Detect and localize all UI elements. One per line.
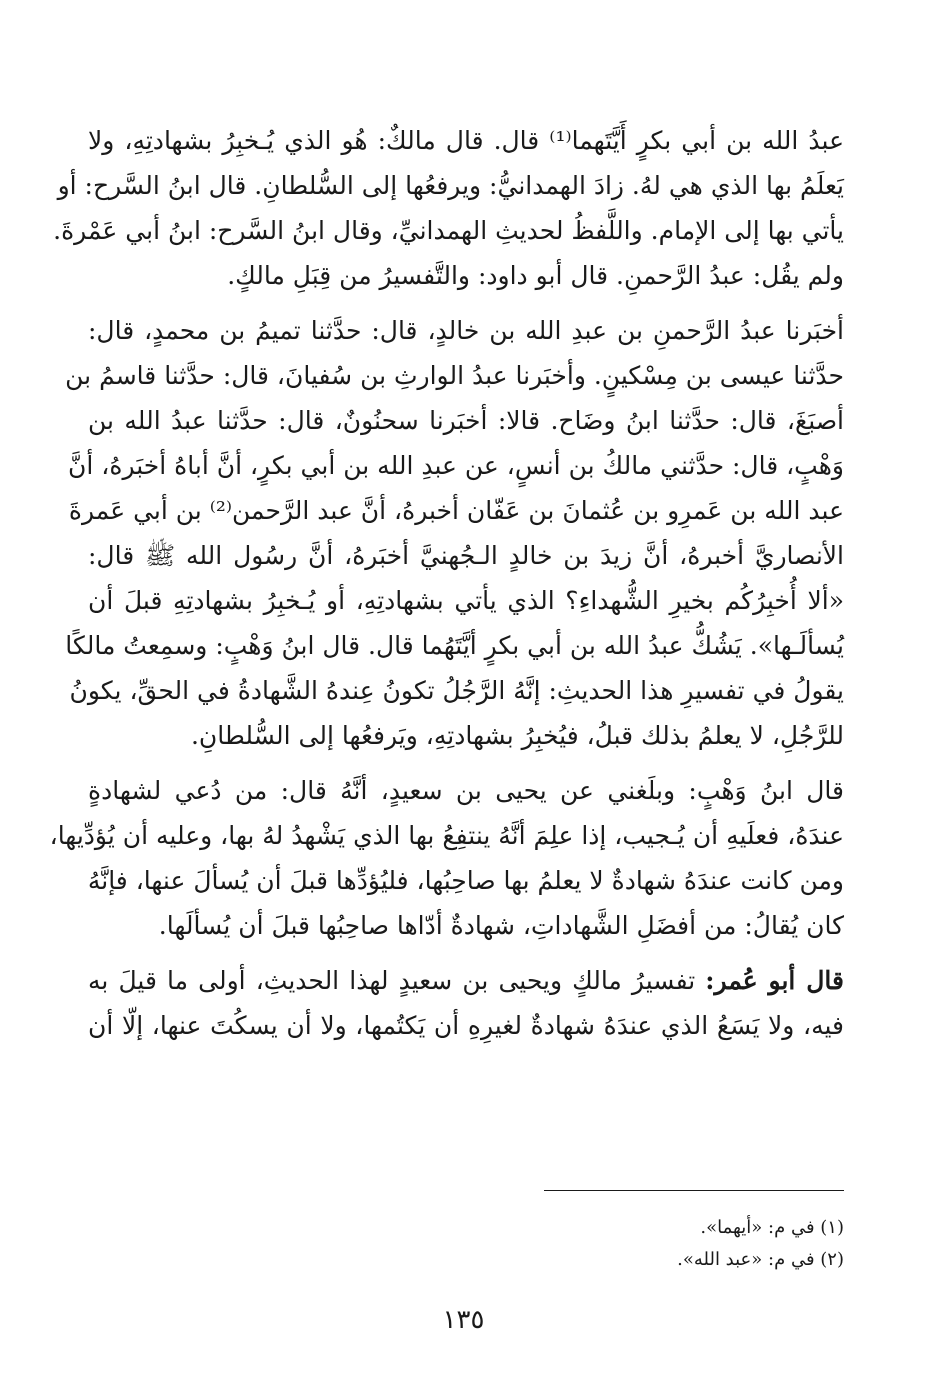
paragraph-4	[88, 958, 844, 1048]
footnote-2: (٢) في م: «عبد الله».	[677, 1249, 844, 1270]
main-text	[49, 118, 844, 1058]
paragraph-3	[49, 768, 844, 948]
text-line: «ألا أُخبِرُكُم بخيرِ الشُّهداءِ؟ الذي يأتي بشهادتِهِ، أو يُـخبِرُ بشهادتِهِ قبلَ أن	[88, 586, 844, 615]
paragraph-1	[53, 118, 844, 298]
text-line-rest: تفسيرُ مالكٍ ويحيى بن سعيدٍ لهذا الحديثِ، أولى ما قيلَ به	[88, 966, 706, 995]
page-number: ١٣٥	[442, 1305, 485, 1335]
footnote-1: (١) في م: «أيهما».	[700, 1217, 844, 1238]
footnotes	[677, 1212, 844, 1276]
paragraph-2	[65, 308, 844, 758]
footnote-separator	[544, 1190, 844, 1191]
text-line: الأنصاريَّ أخبرهُ، أنَّ زيدَ بن خالدٍ الـجُهنيَّ أخبَرهُ، أنَّ رسُول الله ﷺ قال:	[88, 541, 844, 570]
text-line: عبدُ الله بن أبي بكرٍ أَيَّتَهما⁽¹⁾ قال. قال مالكٌ: هُو الذي يُـخبِرُ بشهادتِهِ، ولا	[88, 126, 844, 155]
text-line: أصبَغَ، قال: حدَّثنا ابنُ وضَاح. قالا: أخبَرنا سحنُونٌ، قال: حدَّثنا عبدُ الله بن	[88, 406, 844, 435]
text-line: عندَهُ، فعلَيهِ أن يُـجيب، إذا علِمَ أنَّهُ ينتفِعُ بها الذي يَشْهدُ لهُ بها، وعليه أن يُؤدِّيها،	[49, 821, 844, 850]
text-line: يَعلَمُ بها الذي هي لهُ. زادَ الهمدانيُّ: ويرفعُها إلى السُّلطانِ. قال ابنُ السَّرح: أو	[57, 171, 844, 200]
text-line: أخبَرنا عبدُ الرَّحمنِ بن عبدِ الله بن خالدٍ، قال: حدَّثنا تميمُ بن محمدٍ، قال:	[88, 316, 844, 345]
text-line: عبد الله بن عَمرِو بن عُثمانَ بن عَفّان أخبرهُ، أنَّ عبد الرَّحمن⁽²⁾ بن أبي عَمرةَ	[68, 496, 844, 525]
text-line: حدَّثنا عيسى بن مِسْكينٍ. وأخبَرنا عبدُ الوارثِ بن سُفيانَ، قال: حدَّثنا قاسمُ بن	[65, 361, 844, 390]
text-line: يأتي بها إلى الإمام. واللَّفظُ لحديثِ الهمدانيِّ، وقال ابنُ السَّرح: ابنُ أبي عَمْرةَ.	[53, 216, 844, 245]
text-line: قال ابنُ وَهْبٍ: وبلَغني عن يحيى بن سعيدٍ، أنَّهُ قال: من دُعي لشهادةٍ	[88, 776, 844, 805]
text-line: فيه، ولا يَسَعُ الذي عندَهُ شهادةٌ لغيرِهِ أن يَكتُمها، ولا أن يسكُتَ عنها، إلّا أن	[88, 1011, 844, 1040]
text-line: للرَّجُلِ، لا يعلمُ بذلك قبلُ، فيُخبِرُ بشهادتِهِ، ويَرفعُها إلى السُّلطانِ.	[190, 721, 844, 750]
text-line: يقولُ في تفسيرِ هذا الحديثِ: إنَّهُ الرَّجُلُ تكونُ عِندهُ الشَّهادةُ في الحقِّ، يكونُ	[69, 676, 844, 705]
text-line: وَهْبٍ، قال: حدَّثني مالكُ بن أنسٍ، عن عبدِ الله بن أبي بكرٍ، أنَّ أباهُ أخبَرهُ، أنَّ	[68, 451, 844, 480]
text-line: ولم يقُل: عبدُ الرَّحمنِ. قال أبو داود: والتَّفسيرُ من قِبَلِ مالكٍ.	[227, 261, 844, 290]
text-line: يُسألَـها». يَشُكُّ عبدُ الله بن أبي بكرٍ أيَّتَهُما قال. قال ابنُ وَهْبٍ: وسمِعتُ مالكًا	[65, 631, 844, 660]
text-line: ومن كانت عندَهُ شهادةٌ لا يعلمُ بها صاحِبُها، فليُؤدِّها قبلَ أن يُسألَ عنها، فإنَّهُ	[87, 866, 844, 895]
speaker-heading: قال أبو عُمر:	[705, 966, 844, 995]
text-line: كان يُقالُ: من أفضَلِ الشَّهاداتِ، شهادةٌ أدّاها صاحِبُها قبلَ أن يُسألَها.	[158, 911, 844, 940]
text-line	[88, 958, 844, 1003]
